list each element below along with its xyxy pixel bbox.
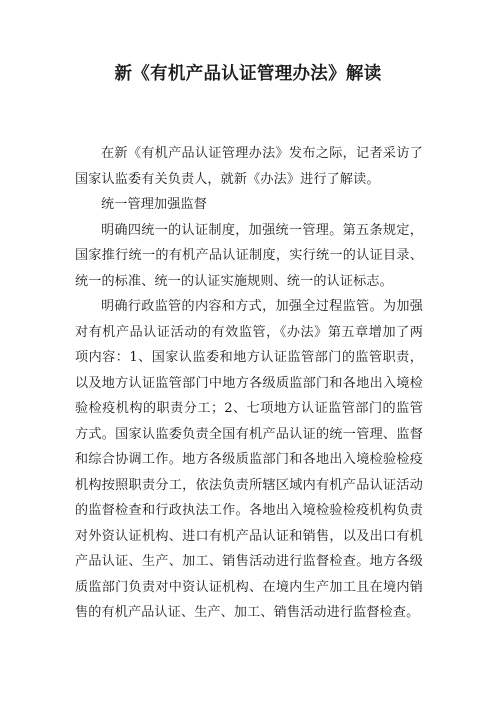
paragraph-supervision: 明确行政监管的内容和方式，加强全过程监管。为加强对有机产品认证活动的有效监管，《办法》第五章增加了两项内容：1、国家认监委和地方认证监管部门的监管职责，以及地方认证监管部门中地方各级质监部门和各地出入境检验检疫机构的职责分工；2、七项地方认证监管部门的监管方式。国家认监委负责全国有机产品认证的统一管理、监督和综合协调工作。地方各级质监部门和各地出入境检验检疫机构按照职责分工，依法负责所辖区域内有机产品认证活动的监督检查和行政执法工作。各地出入境检验检疫机构负责对外资认证机构、进口有机产品认证和销售，以及出口有机产品认证、生产、加工、销售活动进行监督检查。地方各级质监部门负责对中资认证机构、在境内生产加工且在境内销售的有机产品认证、生产、加工、销售活动进行监督检查。 — [75, 299, 423, 620]
paragraph-intro: 在新《有机产品认证管理办法》发布之际，记者采访了国家认监委有关负责人，就新《办法》进行了解读。 — [75, 146, 423, 187]
section-heading: 统一管理加强监督 — [101, 197, 207, 212]
document-title: 新《有机产品认证管理办法》解读 — [114, 64, 382, 84]
document-body — [75, 141, 423, 626]
paragraph-unified-system: 明确四统一的认证制度，加强统一管理。第五条规定，国家推行统一的有机产品认证制度，实行统一的认证目录、统一的标准、统一的认证实施规则、统一的认证标志。 — [75, 222, 423, 289]
